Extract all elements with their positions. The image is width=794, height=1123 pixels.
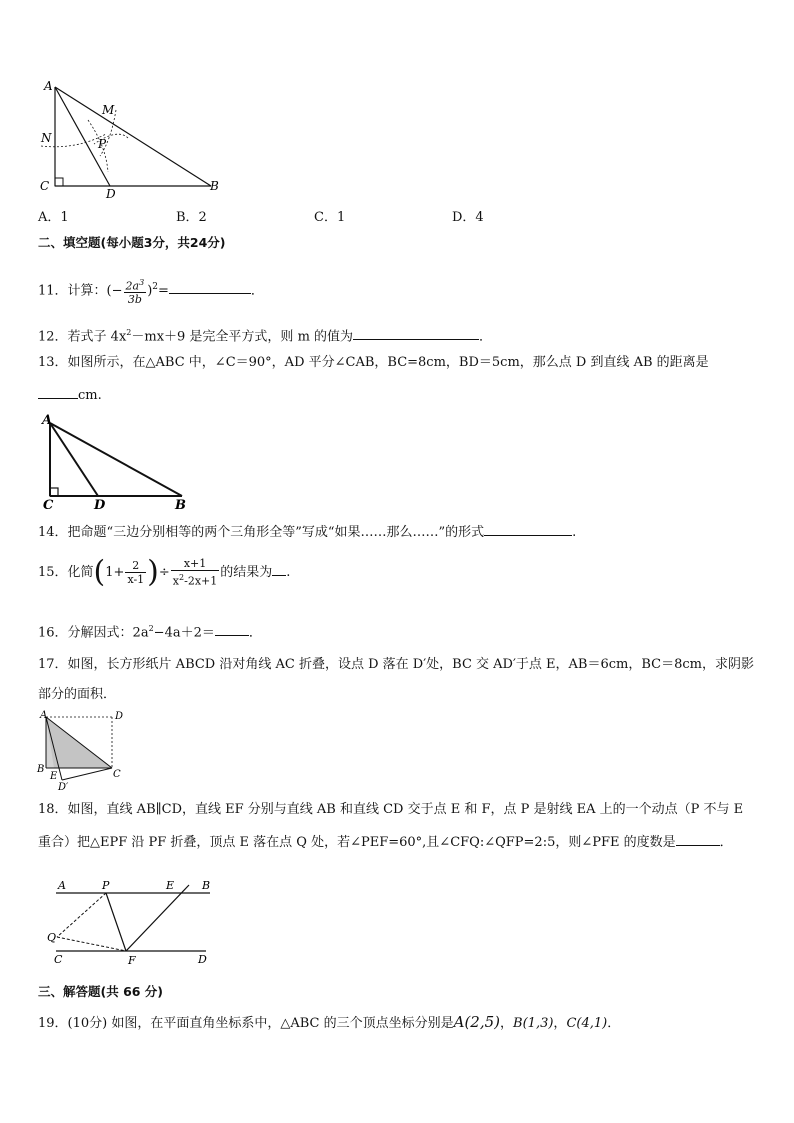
fig10-label-D: D bbox=[106, 187, 116, 201]
fig10-label-N: N bbox=[41, 131, 52, 145]
fig17-label-D: D bbox=[115, 711, 124, 722]
question-13-line1: 13．如图所示，在△ABC 中，∠C＝90°，AD 平分∠CAB，BC=8cm，BD＝5cm，那么点 D 到直线 AB 的距离是 bbox=[38, 355, 709, 370]
fig18-label-P: P bbox=[102, 879, 110, 892]
fig17-label-Dprime: D′ bbox=[58, 782, 69, 793]
question-14: 14．把命题“三边分别相等的两个三角形全等”写成“如果……那么……”的形式 . bbox=[38, 522, 576, 542]
fig10-label-B: B bbox=[210, 179, 219, 193]
section-2-heading: 二、填空题(每小题3分，共24分) bbox=[38, 235, 226, 250]
figure-q18 bbox=[44, 874, 224, 970]
fig10-label-M: M bbox=[102, 103, 115, 117]
q11-pre: 计算：( bbox=[67, 283, 112, 299]
fig17-label-B: B bbox=[37, 764, 45, 775]
fig17-label-E: E bbox=[50, 771, 58, 782]
fig18-label-C: C bbox=[54, 953, 63, 966]
q19-point-c: C(4,1) bbox=[566, 1016, 608, 1031]
fig18-label-A: A bbox=[58, 879, 66, 892]
q10-option-a: A．1 bbox=[38, 210, 69, 225]
fig18-label-Q: Q bbox=[47, 931, 57, 944]
q10-option-c: C．1 bbox=[314, 210, 346, 225]
question-18-line1: 18．如图，直线 AB∥CD，直线 EF 分别与直线 AB 和直线 CD 交于点 E 和 F，点 P 是射线 EA 上的一个动点（P 不与 E bbox=[38, 802, 744, 817]
q18-answer-blank[interactable] bbox=[676, 832, 720, 846]
q11-fraction: $\frac{2a^3}{3b}$ bbox=[125, 277, 145, 307]
q13-answer-blank[interactable] bbox=[38, 385, 78, 399]
q12-answer-blank[interactable] bbox=[353, 326, 479, 340]
fig17-label-C: C bbox=[113, 769, 121, 780]
q15-fraction-2: $\frac{x+1}{x^2-2x+1}$ bbox=[172, 557, 218, 588]
question-17-line2: 部分的面积． bbox=[38, 687, 117, 702]
figure-q13 bbox=[38, 412, 198, 512]
q14-answer-blank[interactable] bbox=[484, 522, 572, 536]
fig10-label-P: P bbox=[98, 137, 107, 151]
fig13-label-C: C bbox=[43, 498, 54, 513]
question-16: 16．分解因式：$2a^2-4a+2=$ ． bbox=[38, 624, 262, 641]
fig10-label-A: A bbox=[44, 79, 53, 93]
question-13-line2: cm. bbox=[38, 385, 102, 405]
q10-option-d: D．4 bbox=[452, 210, 484, 225]
question-19: 19．(10分) 如图，在平面直角坐标系中，△ABC 的三个顶点坐标分别是A(2,5)，B(1,3)，C(4,1)． bbox=[38, 1013, 621, 1031]
fig13-label-D: D bbox=[94, 498, 106, 513]
fig17-label-A: A bbox=[40, 710, 48, 721]
q16-answer-blank[interactable] bbox=[215, 622, 249, 636]
section-3-heading: 三、解答题(共 66 分) bbox=[38, 984, 164, 999]
fig18-label-E: E bbox=[166, 879, 175, 892]
question-15: 15．化简(1+ $\frac{2}{x-1}$ )÷ $\frac{x+1}{x^2-2x+1}$ 的结果为 . bbox=[38, 554, 291, 590]
question-11: 11．计算：(− $\frac{2a^3}{3b}$ )$^2$= ． bbox=[38, 277, 264, 307]
q15-fraction-1: $\frac{2}{x-1}$ bbox=[127, 559, 145, 586]
question-18-line2: 重合）把△EPF 沿 PF 折叠，顶点 E 落在点 Q 处，若∠PEF=60°,且∠CFQ:∠QFP=2:5，则∠PFE 的度数是 ． bbox=[38, 832, 733, 852]
figure-q10 bbox=[36, 76, 226, 202]
q11-answer-blank[interactable] bbox=[169, 280, 251, 294]
question-12: 12．若式子 $4x^2-mx+9$ 是完全平方式，则 m 的值为 ． bbox=[38, 328, 493, 345]
fig13-label-A: A bbox=[42, 413, 53, 428]
fig18-label-F: F bbox=[128, 954, 136, 967]
q10-option-b: B．2 bbox=[176, 210, 207, 225]
q10-options bbox=[38, 206, 758, 224]
q19-point-b: B(1,3) bbox=[513, 1016, 554, 1031]
question-17-line1: 17．如图，长方形纸片 ABCD 沿对角线 AC 折叠，设点 D 落在 D′处，BC 交 AD′于点 E，AB＝6cm，BC＝8cm，求阴影 bbox=[38, 657, 754, 672]
figure-q17 bbox=[34, 706, 134, 793]
q15-answer-blank[interactable] bbox=[272, 562, 286, 576]
q19-point-a: A(2,5) bbox=[453, 1013, 501, 1031]
fig18-label-D: D bbox=[198, 953, 207, 966]
fig10-label-C: C bbox=[40, 179, 50, 193]
q11-num: 11． bbox=[38, 283, 68, 299]
fig13-label-B: B bbox=[175, 498, 186, 513]
fig18-label-B: B bbox=[202, 879, 211, 892]
